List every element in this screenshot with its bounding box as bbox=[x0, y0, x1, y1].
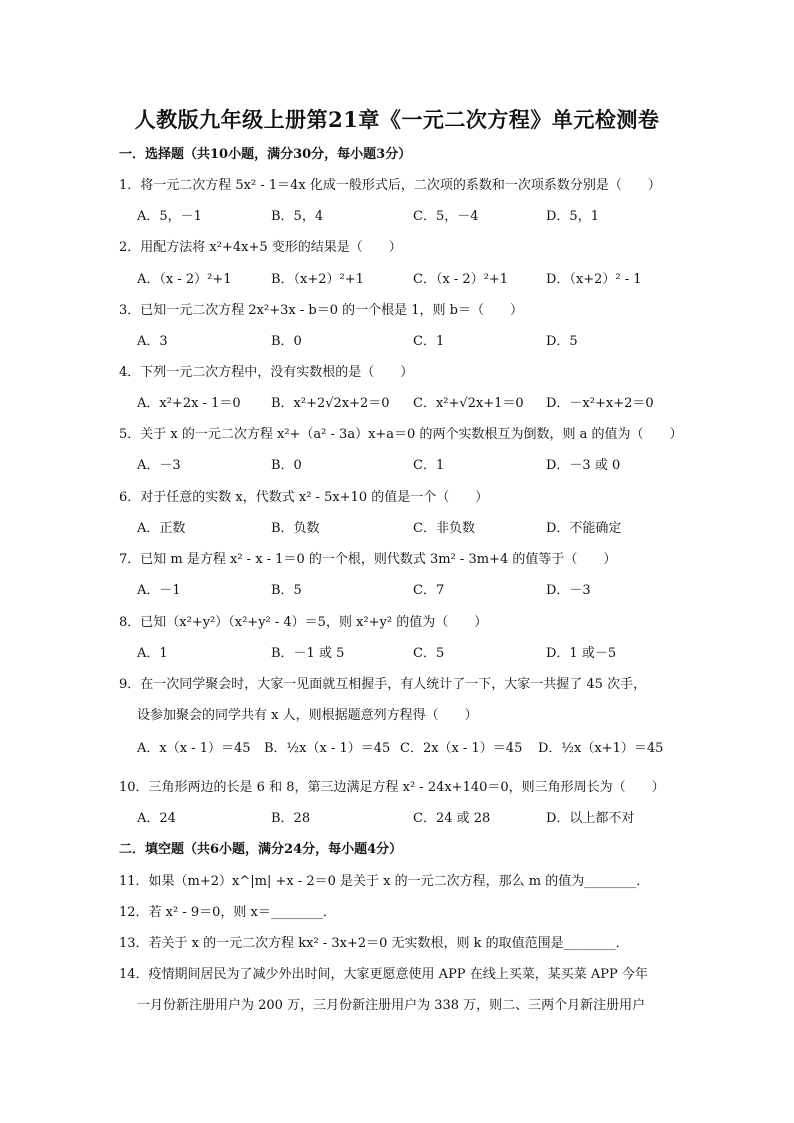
question-14-cont: 一月份新注册用户为 200 万，三月份新注册用户为 338 万，则二、三两个月新注册用户 bbox=[137, 998, 646, 1013]
q6-option-c: C．非负数 bbox=[413, 521, 475, 536]
q3-option-d: D．5 bbox=[546, 334, 578, 349]
q9-option-b: B．½x（x - 1）＝45 bbox=[264, 741, 391, 756]
question-4: 4．下列一元二次方程中，没有实数根的是（ ） bbox=[119, 365, 414, 380]
q2-option-b: B．（x+2）²+1 bbox=[271, 272, 364, 287]
q8-option-a: A．1 bbox=[137, 646, 168, 661]
q7-option-b: B．5 bbox=[271, 583, 302, 598]
q9-option-c: C．2x（x - 1）＝45 bbox=[400, 741, 523, 756]
question-13: 13．若关于 x 的一元二次方程 kx² - 3x+2＝0 无实数根，则 k 的取值范围是________． bbox=[119, 936, 629, 951]
question-9: 9．在一次同学聚会时，大家一见面就互相握手，有人统计了一下，大家一共握了 45 次手， bbox=[119, 677, 647, 692]
q1-option-b: B．5，4 bbox=[271, 209, 324, 224]
question-12: 12．若 x² - 9＝0，则 x＝________． bbox=[119, 905, 336, 920]
question-9-cont: 设参加聚会的同学共有 x 人，则根据题意列方程得（ ） bbox=[137, 708, 478, 723]
question-14: 14．疫情期间居民为了减少外出时间，大家更愿意使用 APP 在线上买菜，某买菜 APP 今年 bbox=[119, 967, 648, 982]
section-heading-fill: 二．填空题（共6小题，满分24分，每小题4分） bbox=[119, 842, 403, 857]
q10-option-c: C．24 或 28 bbox=[413, 811, 491, 826]
q4-option-c: C．x²+√2x+1＝0 bbox=[413, 396, 524, 411]
q8-option-b: B．－1 或 5 bbox=[271, 646, 345, 661]
question-10: 10．三角形两边的长是 6 和 8，第三边满足方程 x² - 24x+140＝0，则三角形周长为（ ） bbox=[119, 780, 665, 795]
q3-option-c: C．1 bbox=[413, 334, 445, 349]
question-11: 11．如果（m+2）x^|m| +x - 2＝0 是关于 x 的一元二次方程，那么 m 的值为________． bbox=[119, 874, 650, 889]
q10-option-d: D．以上都不对 bbox=[546, 811, 635, 826]
q4-option-b: B．x²+2√2x+2＝0 bbox=[271, 396, 390, 411]
question-6: 6．对于任意的实数 x，代数式 x² - 5x+10 的值是一个（ ） bbox=[119, 490, 489, 505]
page-title: 人教版九年级上册第21章《一元二次方程》单元检测卷 bbox=[134, 107, 660, 132]
q8-option-d: D．1 或－5 bbox=[546, 646, 617, 661]
question-1: 1．将一元二次方程 5x² - 1＝4x 化成一般形式后，二次项的系数和一次项系数分别是（ ） bbox=[119, 178, 661, 193]
q4-option-a: A．x²+2x - 1＝0 bbox=[137, 396, 241, 411]
q7-option-a: A．－1 bbox=[137, 583, 181, 598]
q1-option-a: A．5，－1 bbox=[137, 209, 202, 224]
question-7: 7．已知 m 是方程 x² - x - 1＝0 的一个根，则代数式 3m² - 3m+4 的值等于（ ） bbox=[119, 552, 617, 567]
q2-option-d: D．（x+2）² - 1 bbox=[546, 272, 642, 287]
q5-option-c: C．1 bbox=[413, 458, 445, 473]
question-3: 3．已知一元二次方程 2x²+3x - b＝0 的一个根是 1，则 b＝（ ） bbox=[119, 303, 523, 318]
q6-option-d: D．不能确定 bbox=[546, 521, 622, 536]
q5-option-a: A．－3 bbox=[137, 458, 181, 473]
q3-option-b: B．0 bbox=[271, 334, 302, 349]
q3-option-a: A．3 bbox=[137, 334, 168, 349]
q6-option-a: A．正数 bbox=[137, 521, 186, 536]
question-5: 5．关于 x 的一元二次方程 x²+（a² - 3a）x+a＝0 的两个实数根互为倒数，则 a 的值为（ ） bbox=[119, 427, 683, 442]
q5-option-b: B．0 bbox=[271, 458, 302, 473]
q9-option-d: D．½x（x+1）＝45 bbox=[538, 741, 664, 756]
q7-option-d: D．－3 bbox=[546, 583, 591, 598]
section-heading-choice: 一．选择题（共10小题，满分30分，每小题3分） bbox=[119, 147, 412, 162]
q8-option-c: C．5 bbox=[413, 646, 445, 661]
question-8: 8．已知（x²+y²）（x²+y² - 4）＝5，则 x²+y² 的值为（ ） bbox=[119, 615, 488, 630]
q10-option-b: B．28 bbox=[271, 811, 311, 826]
q6-option-b: B．负数 bbox=[271, 521, 320, 536]
q2-option-c: C．（x - 2）²+1 bbox=[413, 272, 509, 287]
q5-option-d: D．－3 或 0 bbox=[546, 458, 621, 473]
q1-option-d: D．5，1 bbox=[546, 209, 599, 224]
q1-option-c: C．5，－4 bbox=[413, 209, 479, 224]
q4-option-d: D．－x²+x+2＝0 bbox=[546, 396, 654, 411]
question-2: 2．用配方法将 x²+4x+5 变形的结果是（ ） bbox=[119, 240, 402, 255]
q2-option-a: A．（x - 2）²+1 bbox=[137, 272, 232, 287]
q10-option-a: A．24 bbox=[137, 811, 176, 826]
q9-option-a: A．x（x - 1）＝45 bbox=[137, 741, 251, 756]
q7-option-c: C．7 bbox=[413, 583, 445, 598]
